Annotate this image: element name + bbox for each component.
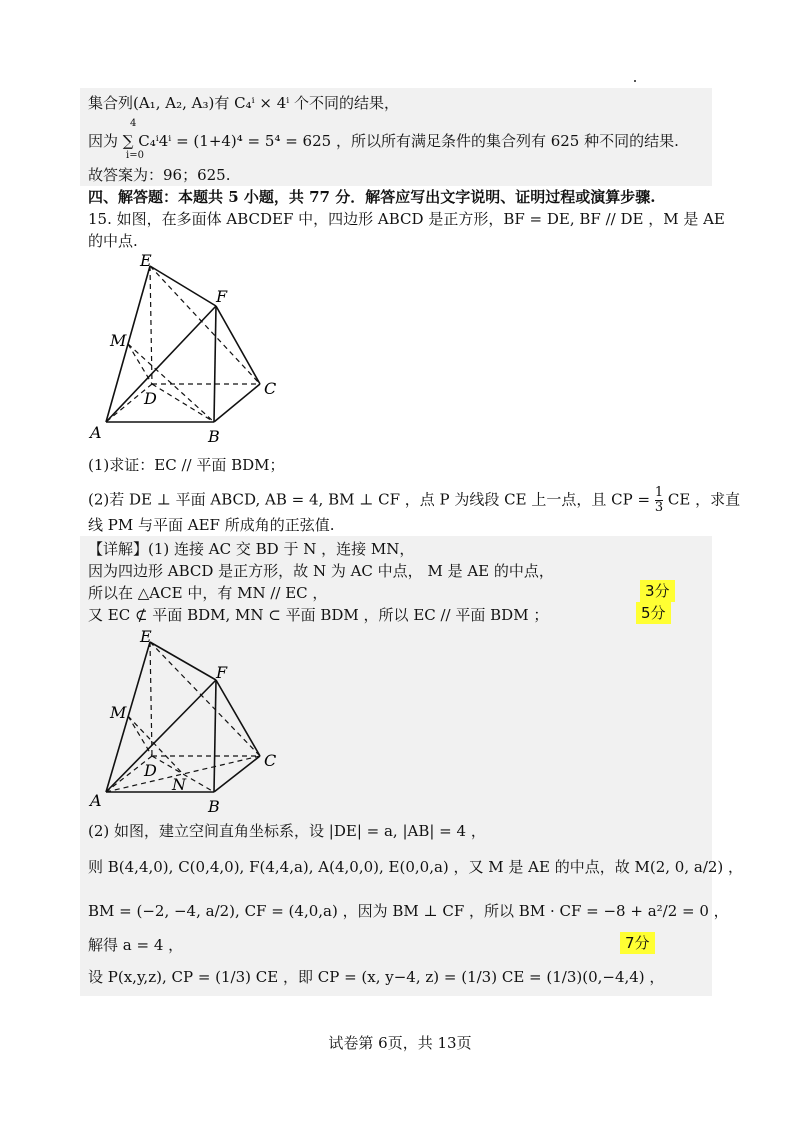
answer-line: 故答案为：96；625.	[88, 166, 231, 184]
part-2-line-1	[88, 486, 740, 515]
solution-line-5: (2) 如图，建立空间直角坐标系，设 |DE| = a, |AB| = 4 ，	[88, 822, 486, 840]
label-C: C	[264, 379, 277, 398]
edge-FB	[214, 680, 216, 792]
edge-EF	[150, 266, 216, 306]
label-E: E	[140, 252, 152, 270]
sum-lower-limit: i=0	[126, 150, 144, 161]
label-E: E	[140, 627, 152, 646]
section-heading: 四、解答题：本题共 5 小题，共 77 分．解答应写出文字说明、证明过程或演算步骤.	[88, 188, 656, 206]
edge-FB	[214, 306, 216, 422]
solution-line-7: BM = (−2, −4, a/2), CF = (4,0,a) ，因为 BM ⊥ CF ，所以 BM · CF = −8 + a²/2 = 0 ，	[88, 902, 729, 920]
label-B: B	[208, 797, 220, 816]
label-F: F	[216, 287, 228, 306]
edge-BC	[214, 384, 260, 422]
label-D: D	[144, 761, 157, 780]
part-2-fraction	[655, 486, 663, 515]
part-2-line-2: 线 PM 与平面 AEF 所成角的正弦值.	[88, 516, 335, 534]
edge-EC	[150, 266, 260, 384]
edge-EC	[150, 642, 260, 756]
label-B: B	[208, 427, 220, 446]
score-badge-3: 3分	[640, 580, 675, 602]
top-line-2: 因为 ∑ C₄ⁱ4ⁱ = (1+4)⁴ = 5⁴ = 625 ，所以所有满足条件的集合列有 625 种不同的结果.	[88, 132, 679, 150]
edge-FC	[216, 680, 260, 756]
edge-DB	[152, 384, 214, 422]
edge-ED	[150, 266, 152, 384]
scan-speck	[634, 80, 636, 82]
label-A: A	[90, 791, 102, 810]
label-N: N	[172, 775, 186, 794]
problem-stem-line-1: 15. 如图，在多面体 ABCDEF 中，四边形 ABCD 是正方形，BF = DE, BF // DE ，M 是 AE	[88, 210, 725, 228]
part-2-frac-den: 3	[654, 500, 664, 515]
score-badge-7: 7分	[620, 932, 655, 954]
solution-line-2: 因为四边形 ABCD 是正方形，故 N 为 AC 中点， M 是 AE 的中点，	[88, 562, 554, 580]
sum-upper-limit: 4	[130, 118, 137, 129]
part-1: (1)求证：EC // 平面 BDM；	[88, 456, 285, 474]
solution-line-6: 则 B(4,4,0), C(0,4,0), F(4,4,a), A(4,0,0), E(0,0,a) ，又 M 是 AE 的中点，故 M(2, 0, a/2) ，	[88, 858, 744, 876]
label-A: A	[90, 423, 102, 442]
solution-line-4: 又 EC ⊄ 平面 BDM, MN ⊂ 平面 BDM ，所以 EC // 平面 BDM ；	[88, 606, 549, 624]
edge-FC	[216, 306, 260, 384]
figure-2-polyhedron	[86, 626, 306, 822]
edge-MD	[128, 344, 152, 384]
solution-line-9: 设 P(x,y,z), CP = (1/3) CE ，即 CP = (x, y−4, z) = (1/3) CE = (1/3)(0,−4,4) ，	[88, 968, 665, 986]
edge-MD	[128, 716, 152, 756]
score-badge-5: 5分	[636, 602, 671, 624]
label-F: F	[216, 663, 228, 682]
figure-1-polyhedron	[86, 252, 306, 452]
label-M: M	[110, 703, 127, 722]
solution-line-1: 【详解】(1) 连接 AC 交 BD 于 N ，连接 MN，	[88, 540, 415, 558]
edge-MB	[128, 344, 214, 422]
solution-line-8: 解得 a = 4 ，	[88, 936, 184, 954]
label-C: C	[264, 751, 277, 770]
part-2-frac-num: 1	[654, 485, 664, 500]
edge-EF	[150, 642, 216, 680]
label-D: D	[144, 389, 157, 408]
part-2-text-a: (2)若 DE ⊥ 平面 ABCD, AB = 4, BM ⊥ CF ，点 P 为线段 CE 上一点，且 CP =	[88, 490, 651, 509]
page-footer: 试卷第 6页，共 13页	[328, 1034, 472, 1052]
problem-stem-line-2: 的中点.	[88, 232, 138, 250]
solution-line-3: 所以在 △ACE 中，有 MN // EC ，	[88, 584, 328, 602]
top-line-1: 集合列(A₁, A₂, A₃)有 C₄ⁱ × 4ⁱ 个不同的结果，	[88, 94, 400, 112]
edge-BC	[214, 756, 260, 792]
part-2-text-b: CE ，求直	[667, 490, 741, 509]
label-M: M	[110, 331, 127, 350]
